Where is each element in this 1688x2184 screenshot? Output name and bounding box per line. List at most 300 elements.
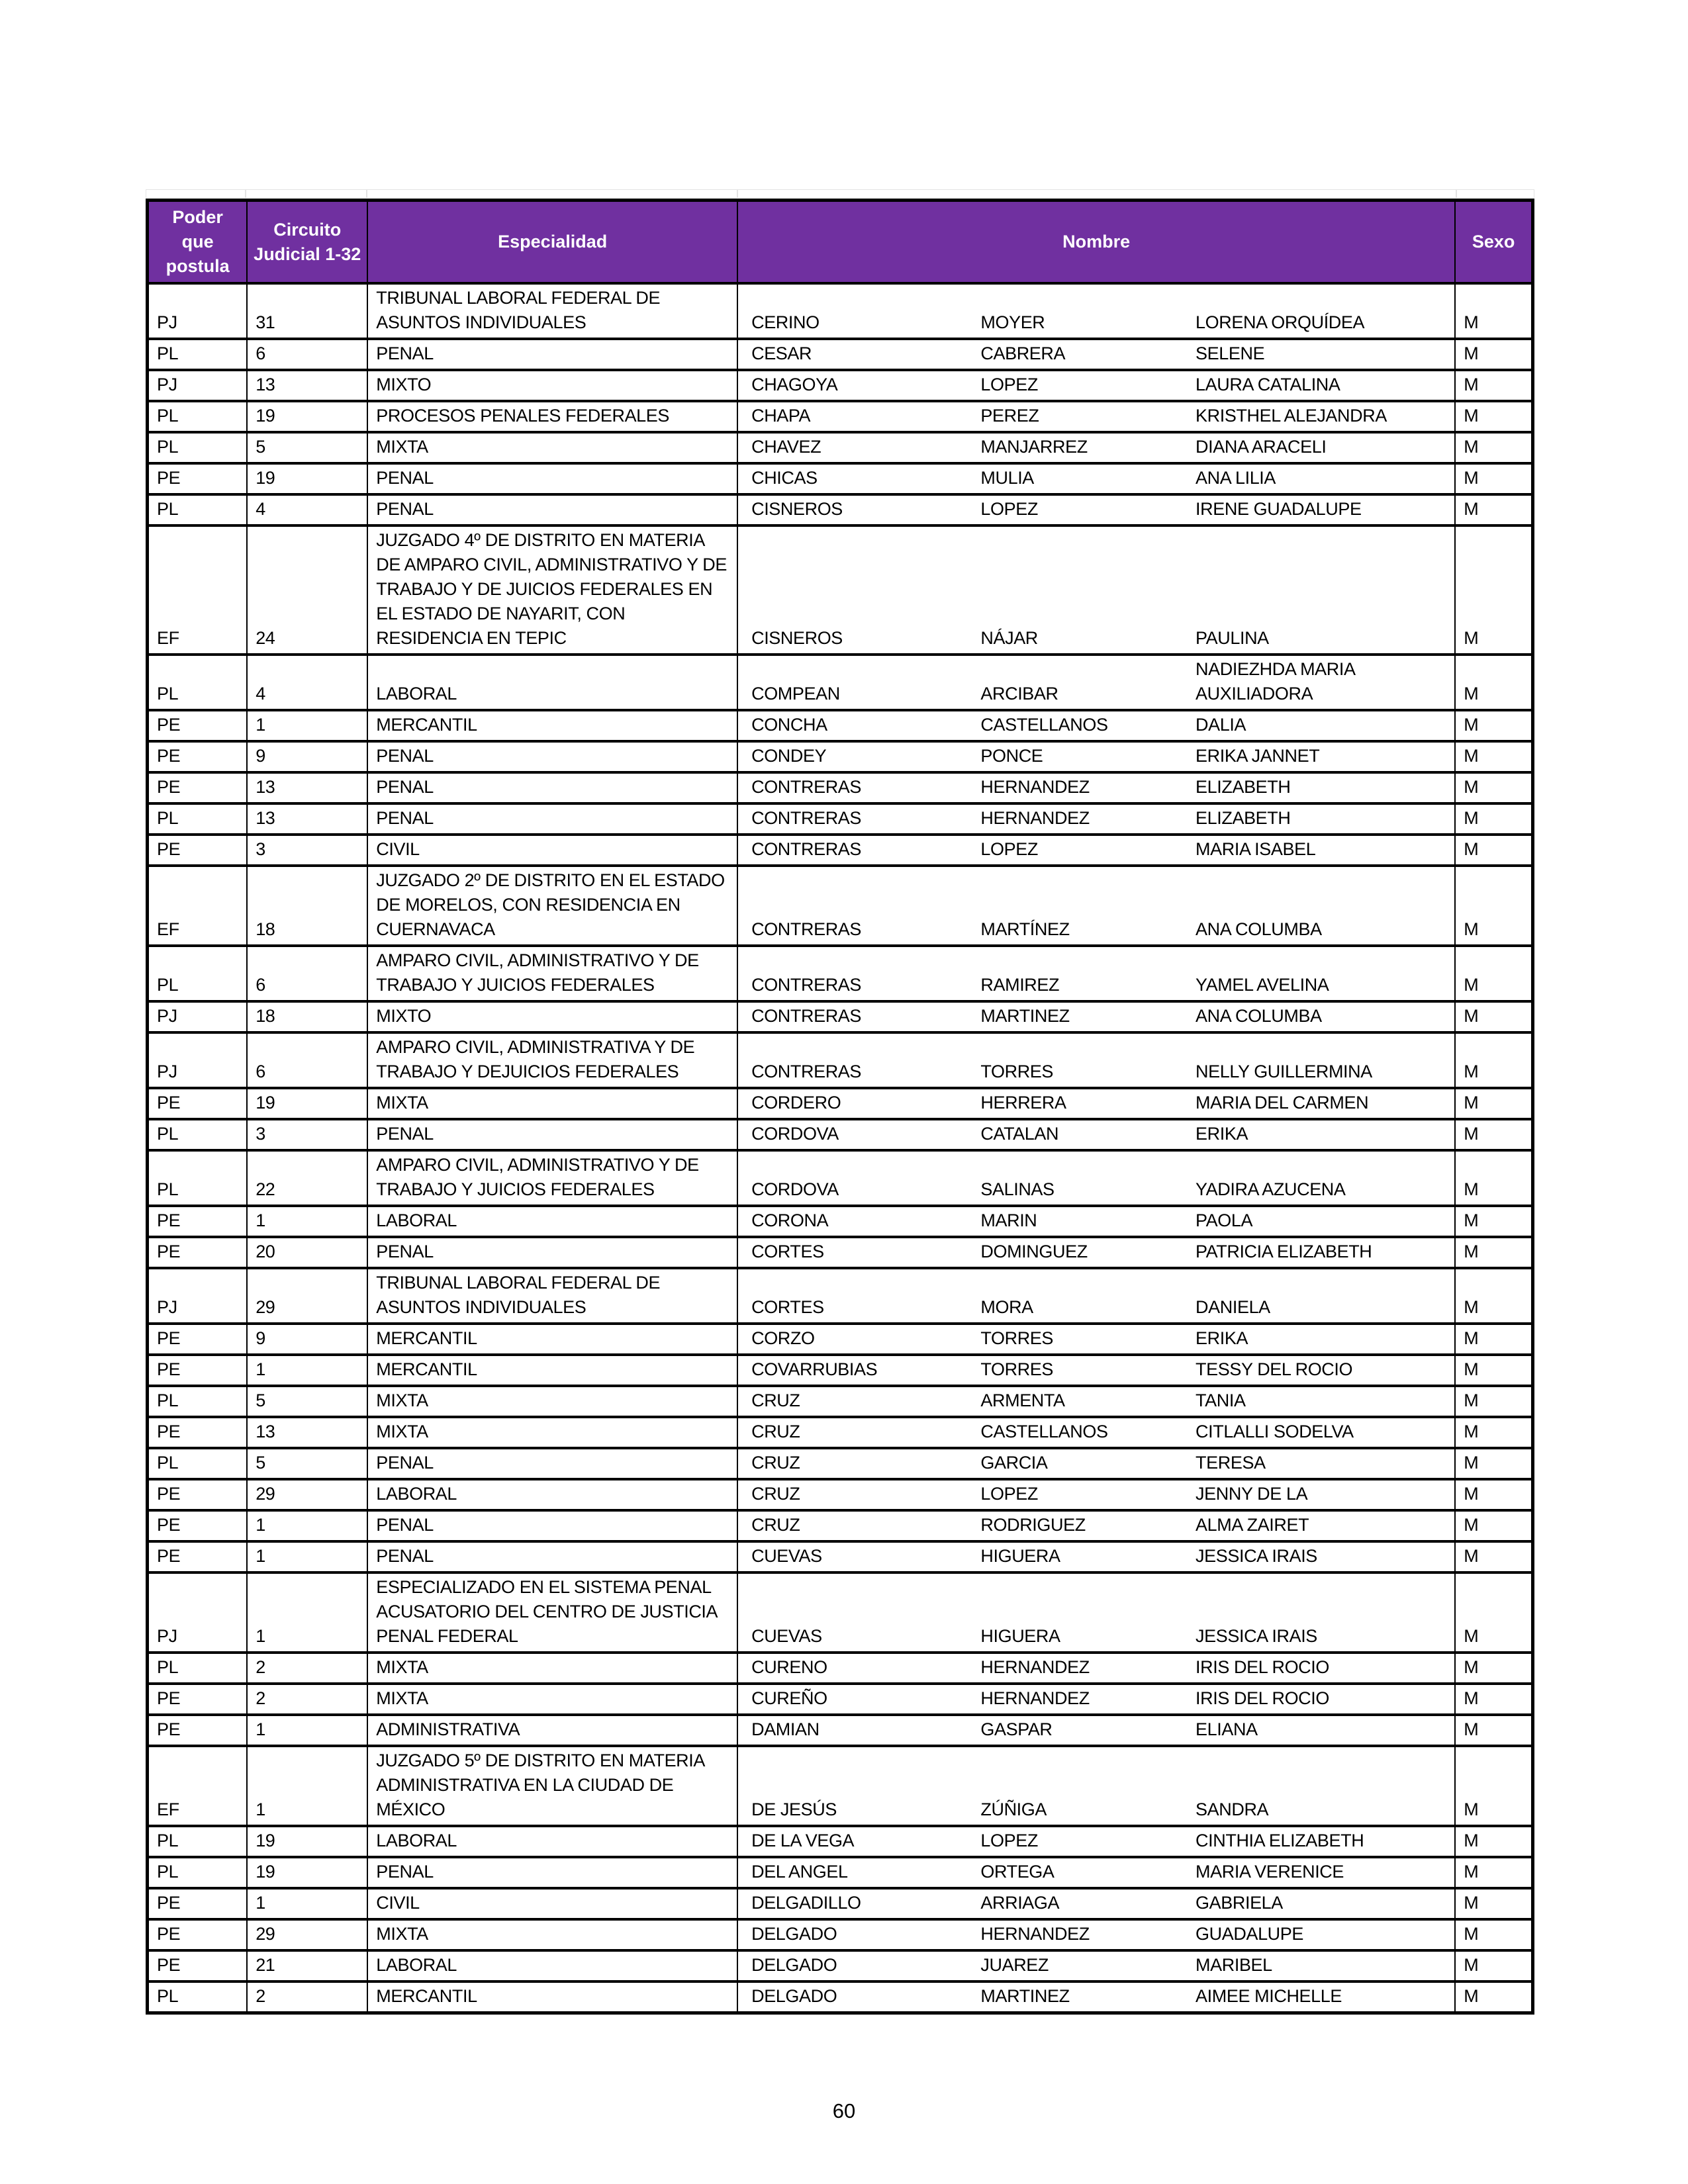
cell-apellido-paterno: DELGADO [751, 1955, 837, 1975]
cell-nombre [737, 1684, 1455, 1715]
cell-poder: PL [148, 1826, 248, 1857]
cell-especialidad: MIXTA [367, 432, 737, 463]
cell-sexo: M [1455, 835, 1532, 866]
cell-nombre-propio: ALMA ZAIRET [1196, 1515, 1309, 1535]
cell-apellido-paterno: DELGADO [751, 1986, 837, 2006]
cell-circuito: 29 [247, 1479, 367, 1510]
col-header-poder: Poder que postula [148, 201, 248, 284]
table-row [148, 772, 1533, 803]
nombre-columns [738, 341, 1454, 366]
cell-nombre [737, 772, 1455, 803]
cell-circuito: 5 [247, 1448, 367, 1479]
cell-apellido-materno: ARRIAGA [980, 1893, 1060, 1913]
artifact-cell [146, 189, 246, 198]
cell-nombre-propio: JESSICA IRAIS [1196, 1626, 1317, 1646]
cell-nombre [737, 1826, 1455, 1857]
cell-especialidad: PENAL [367, 463, 737, 494]
cell-circuito: 5 [247, 1386, 367, 1417]
cell-poder: PL [148, 1386, 248, 1417]
cell-apellido-materno: LOPEZ [980, 1831, 1038, 1850]
cell-circuito: 13 [247, 803, 367, 835]
cell-nombre-propio: MARIA DEL CARMEN [1196, 1093, 1369, 1113]
nombre-columns [738, 1295, 1454, 1320]
cell-apellido-paterno: CRUZ [751, 1453, 800, 1473]
nombre-columns [738, 1091, 1454, 1115]
nombre-columns [738, 775, 1454, 799]
table-row [148, 370, 1533, 401]
cell-apellido-paterno: CONTRERAS [751, 1062, 862, 1081]
cell-especialidad: MERCANTIL [367, 1324, 737, 1355]
cell-nombre [737, 1572, 1455, 1653]
cell-apellido-materno: HERNANDEZ [980, 1688, 1090, 1708]
cell-apellido-materno: ZÚÑIGA [980, 1799, 1047, 1819]
table-row [148, 1150, 1533, 1206]
nombre-columns [738, 1004, 1454, 1028]
table-row [148, 835, 1533, 866]
cell-nombre [737, 1479, 1455, 1510]
cell-sexo: M [1455, 283, 1532, 339]
cell-nombre-propio: YADIRA AZUCENA [1196, 1179, 1346, 1199]
cell-especialidad: TRIBUNAL LABORAL FEDERAL DE ASUNTOS INDIVIDUALES [367, 1268, 737, 1324]
cell-poder: PL [148, 494, 248, 525]
nombre-columns [738, 310, 1454, 335]
cell-nombre-propio: MARIBEL [1196, 1955, 1272, 1975]
cell-sexo: M [1455, 339, 1532, 370]
nombre-columns [738, 1953, 1454, 1978]
cell-apellido-materno: HERRERA [980, 1093, 1066, 1113]
cell-apellido-materno: RAMIREZ [980, 975, 1060, 995]
cell-especialidad: AMPARO CIVIL, ADMINISTRATIVO Y DE TRABAJO Y JUICIOS FEDERALES [367, 946, 737, 1001]
table-row [148, 741, 1533, 772]
cell-apellido-materno: MARTINEZ [980, 1986, 1070, 2006]
cell-sexo: M [1455, 401, 1532, 432]
cell-poder: PJ [148, 1268, 248, 1324]
cell-nombre-propio: ANA COLUMBA [1196, 1006, 1322, 1026]
cell-nombre [737, 1386, 1455, 1417]
cell-nombre-propio: YAMEL AVELINA [1196, 975, 1329, 995]
cell-nombre [737, 1746, 1455, 1826]
nombre-columns [738, 806, 1454, 831]
cell-especialidad: PENAL [367, 1541, 737, 1572]
cell-nombre [737, 463, 1455, 494]
cell-circuito: 6 [247, 946, 367, 1001]
cell-apellido-materno: HERNANDEZ [980, 1924, 1090, 1944]
cell-poder: PJ [148, 1001, 248, 1032]
cell-nombre-propio: ELIZABETH [1196, 777, 1291, 797]
cell-especialidad: MIXTA [367, 1386, 737, 1417]
cell-sexo: M [1455, 1355, 1532, 1386]
nombre-columns [738, 404, 1454, 428]
cell-nombre [737, 1150, 1455, 1206]
cell-nombre [737, 655, 1455, 710]
cell-apellido-paterno: COMPEAN [751, 684, 840, 704]
cell-circuito: 21 [247, 1950, 367, 1981]
cell-nombre-propio: GUADALUPE [1196, 1924, 1303, 1944]
cell-apellido-materno: MORA [980, 1297, 1033, 1317]
nombre-columns [738, 657, 1454, 706]
col-header-nombre: Nombre [737, 201, 1455, 284]
cell-sexo: M [1455, 1981, 1532, 2013]
cell-especialidad: ESPECIALIZADO EN EL SISTEMA PENAL ACUSATORIO DEL CENTRO DE JUSTICIA PENAL FEDERAL [367, 1572, 737, 1653]
cell-apellido-paterno: CISNEROS [751, 628, 843, 648]
cell-circuito: 19 [247, 1857, 367, 1888]
cell-nombre [737, 1206, 1455, 1237]
cell-nombre-propio: SELENE [1196, 343, 1265, 363]
cell-nombre [737, 1888, 1455, 1919]
cell-nombre [737, 1268, 1455, 1324]
cell-apellido-paterno: DE JESÚS [751, 1799, 837, 1819]
cell-apellido-materno: MARIN [980, 1210, 1037, 1230]
cell-nombre-propio: GABRIELA [1196, 1893, 1283, 1913]
cell-nombre-propio: LAURA CATALINA [1196, 375, 1340, 394]
cell-especialidad: TRIBUNAL LABORAL FEDERAL DE ASUNTOS INDIVIDUALES [367, 283, 737, 339]
cell-poder: PE [148, 1684, 248, 1715]
nombre-columns [738, 1655, 1454, 1680]
cell-nombre-propio: CINTHIA ELIZABETH [1196, 1831, 1364, 1850]
cell-especialidad: LABORAL [367, 1206, 737, 1237]
cell-poder: PL [148, 432, 248, 463]
cell-apellido-paterno: CESAR [751, 343, 812, 363]
table-row [148, 494, 1533, 525]
nombre-columns [738, 1984, 1454, 2009]
cell-poder: PJ [148, 370, 248, 401]
cell-nombre [737, 401, 1455, 432]
nombre-columns [738, 1860, 1454, 1884]
cell-nombre-propio: ANA LILIA [1196, 468, 1276, 488]
cell-poder: EF [148, 1746, 248, 1826]
cell-poder: PL [148, 1653, 248, 1684]
table-row [148, 946, 1533, 1001]
nombre-columns [738, 1060, 1454, 1084]
cell-especialidad: PENAL [367, 1510, 737, 1541]
cell-sexo: M [1455, 1448, 1532, 1479]
cell-circuito: 2 [247, 1653, 367, 1684]
cell-apellido-paterno: CONTRERAS [751, 1006, 862, 1026]
cell-especialidad: JUZGADO 2º DE DISTRITO EN EL ESTADO DE MORELOS, CON RESIDENCIA EN CUERNAVACA [367, 866, 737, 946]
cell-apellido-materno: SALINAS [980, 1179, 1055, 1199]
cell-apellido-materno: JUAREZ [980, 1955, 1049, 1975]
cell-apellido-paterno: CHAGOYA [751, 375, 838, 394]
cell-apellido-materno: LOPEZ [980, 1484, 1038, 1504]
cell-sexo: M [1455, 1572, 1532, 1653]
table-row [148, 1684, 1533, 1715]
cell-nombre-propio: NADIEZHDA MARIA AUXILIADORA [1196, 659, 1355, 704]
cell-apellido-materno: MARTÍNEZ [980, 919, 1070, 939]
artifact-cell [1456, 189, 1534, 198]
cell-especialidad: LABORAL [367, 1479, 737, 1510]
cell-apellido-paterno: CRUZ [751, 1515, 800, 1535]
col-header-especialidad: Especialidad [367, 201, 737, 284]
cell-apellido-paterno: CORTES [751, 1297, 824, 1317]
cell-nombre [737, 1510, 1455, 1541]
cell-apellido-paterno: COVARRUBIAS [751, 1359, 878, 1379]
cell-sexo: M [1455, 1888, 1532, 1919]
table-row [148, 1324, 1533, 1355]
cell-poder: PL [148, 1857, 248, 1888]
nombre-columns [738, 837, 1454, 862]
cell-nombre [737, 1448, 1455, 1479]
cell-nombre [737, 710, 1455, 741]
table-row [148, 401, 1533, 432]
cell-apellido-paterno: CONTRERAS [751, 839, 862, 859]
cell-especialidad: CIVIL [367, 835, 737, 866]
cell-nombre [737, 494, 1455, 525]
cell-apellido-materno: LOPEZ [980, 499, 1038, 519]
cell-apellido-paterno: CISNEROS [751, 499, 843, 519]
cell-apellido-paterno: CUEVAS [751, 1546, 822, 1566]
cell-apellido-paterno: CRUZ [751, 1390, 800, 1410]
table-row [148, 1541, 1533, 1572]
nombre-columns [738, 435, 1454, 459]
cell-nombre [737, 741, 1455, 772]
nombre-columns [738, 1122, 1454, 1146]
cell-poder: PE [148, 1541, 248, 1572]
cell-apellido-paterno: CONTRERAS [751, 808, 862, 828]
table-row [148, 1746, 1533, 1826]
cell-apellido-paterno: DELGADILLO [751, 1893, 861, 1913]
cell-poder: PL [148, 655, 248, 710]
cell-circuito: 3 [247, 835, 367, 866]
cell-nombre [737, 525, 1455, 655]
cell-poder: PE [148, 1355, 248, 1386]
cell-sexo: M [1455, 432, 1532, 463]
cell-nombre [737, 1119, 1455, 1150]
cell-poder: PL [148, 339, 248, 370]
cell-especialidad: JUZGADO 5º DE DISTRITO EN MATERIA ADMINISTRATIVA EN LA CIUDAD DE MÉXICO [367, 1746, 737, 1826]
cell-nombre-propio: IRIS DEL ROCIO [1196, 1688, 1329, 1708]
nombre-columns [738, 1513, 1454, 1537]
cell-nombre-propio: PAOLA [1196, 1210, 1253, 1230]
table-row [148, 1417, 1533, 1448]
cell-nombre-propio: ERIKA JANNET [1196, 746, 1320, 766]
table-row [148, 1119, 1533, 1150]
cell-circuito: 22 [247, 1150, 367, 1206]
cell-apellido-materno: MANJARREZ [980, 437, 1088, 457]
cell-poder: PE [148, 1888, 248, 1919]
artifact-cell [246, 189, 367, 198]
cell-nombre-propio: NELLY GUILLERMINA [1196, 1062, 1372, 1081]
cell-apellido-paterno: CORTES [751, 1242, 824, 1261]
table-body [148, 283, 1533, 2013]
cell-especialidad: MIXTA [367, 1417, 737, 1448]
cell-sexo: M [1455, 525, 1532, 655]
cell-sexo: M [1455, 1417, 1532, 1448]
cell-sexo: M [1455, 866, 1532, 946]
cell-apellido-materno: CABRERA [980, 343, 1066, 363]
table-row [148, 463, 1533, 494]
cell-nombre-propio: CITLALLI SODELVA [1196, 1422, 1354, 1441]
table-row [148, 1355, 1533, 1386]
table-row [148, 1715, 1533, 1746]
artifact-cell [737, 189, 1457, 198]
cell-apellido-materno: HERNANDEZ [980, 808, 1090, 828]
table-row [148, 283, 1533, 339]
table-row [148, 710, 1533, 741]
cell-nombre-propio: TANIA [1196, 1390, 1246, 1410]
cell-apellido-materno: ORTEGA [980, 1862, 1055, 1882]
cell-especialidad: AMPARO CIVIL, ADMINISTRATIVA Y DE TRABAJO Y DEJUICIOS FEDERALES [367, 1032, 737, 1088]
cell-especialidad: CIVIL [367, 1888, 737, 1919]
table-row [148, 655, 1533, 710]
cell-apellido-paterno: CERINO [751, 312, 820, 332]
cell-apellido-paterno: CORDOVA [751, 1124, 839, 1144]
cell-sexo: M [1455, 1119, 1532, 1150]
cell-apellido-paterno: CORZO [751, 1328, 815, 1348]
nombre-columns [738, 1717, 1454, 1742]
cell-nombre-propio: IRIS DEL ROCIO [1196, 1657, 1329, 1677]
nombre-columns [738, 1922, 1454, 1946]
cell-nombre [737, 1653, 1455, 1684]
cell-apellido-paterno: CONCHA [751, 715, 827, 735]
cell-circuito: 18 [247, 866, 367, 946]
cell-apellido-paterno: CONTRERAS [751, 919, 862, 939]
table-row [148, 1857, 1533, 1888]
cell-especialidad: PENAL [367, 1237, 737, 1268]
cell-nombre [737, 370, 1455, 401]
table-row [148, 1479, 1533, 1510]
table-row [148, 1386, 1533, 1417]
cell-circuito: 29 [247, 1268, 367, 1324]
table-row [148, 1653, 1533, 1684]
cell-sexo: M [1455, 1510, 1532, 1541]
cell-circuito: 2 [247, 1981, 367, 2013]
cell-apellido-paterno: DEL ANGEL [751, 1862, 848, 1882]
cell-sexo: M [1455, 1541, 1532, 1572]
nombre-columns [738, 1388, 1454, 1413]
table-row [148, 339, 1533, 370]
cell-sexo: M [1455, 1919, 1532, 1950]
cell-poder: PE [148, 1479, 248, 1510]
table-top-artifact [146, 189, 1534, 198]
col-header-circuito: Circuito Judicial 1-32 [247, 201, 367, 284]
cell-poder: PE [148, 1417, 248, 1448]
cell-sexo: M [1455, 1684, 1532, 1715]
cell-circuito: 2 [247, 1684, 367, 1715]
cell-nombre-propio: TERESA [1196, 1453, 1266, 1473]
nombre-columns [738, 917, 1454, 942]
nombre-columns [738, 1891, 1454, 1915]
cell-nombre [737, 1324, 1455, 1355]
cell-nombre-propio: DIANA ARACELI [1196, 437, 1327, 457]
cell-apellido-materno: PEREZ [980, 406, 1039, 426]
cell-poder: PE [148, 1510, 248, 1541]
cell-sexo: M [1455, 803, 1532, 835]
cell-nombre [737, 339, 1455, 370]
cell-especialidad: PENAL [367, 1119, 737, 1150]
cell-poder: PE [148, 1919, 248, 1950]
cell-apellido-paterno: CHAVEZ [751, 437, 821, 457]
cell-nombre-propio: ERIKA [1196, 1124, 1248, 1144]
cell-apellido-paterno: CORONA [751, 1210, 829, 1230]
cell-apellido-materno: ARMENTA [980, 1390, 1065, 1410]
cell-apellido-materno: HERNANDEZ [980, 777, 1090, 797]
cell-poder: PL [148, 946, 248, 1001]
nombre-columns [738, 713, 1454, 737]
nombre-columns [738, 1686, 1454, 1711]
cell-nombre-propio: MARIA VERENICE [1196, 1862, 1344, 1882]
cell-poder: EF [148, 525, 248, 655]
cell-apellido-materno: MULIA [980, 468, 1034, 488]
nombre-columns [738, 1326, 1454, 1351]
nombre-columns [738, 1829, 1454, 1853]
cell-nombre-propio: ANA COLUMBA [1196, 919, 1322, 939]
nombre-columns [738, 1544, 1454, 1569]
nombre-columns [738, 1624, 1454, 1649]
cell-poder: PL [148, 1150, 248, 1206]
cell-apellido-materno: TORRES [980, 1359, 1054, 1379]
cell-sexo: M [1455, 710, 1532, 741]
cell-especialidad: LABORAL [367, 655, 737, 710]
cell-sexo: M [1455, 1653, 1532, 1684]
table-row [148, 1950, 1533, 1981]
cell-sexo: M [1455, 741, 1532, 772]
cell-poder: PE [148, 1324, 248, 1355]
table-row [148, 1448, 1533, 1479]
cell-apellido-paterno: DAMIAN [751, 1719, 820, 1739]
cell-nombre [737, 1032, 1455, 1088]
cell-circuito: 19 [247, 401, 367, 432]
cell-poder: PE [148, 1950, 248, 1981]
cell-poder: PE [148, 772, 248, 803]
cell-especialidad: PENAL [367, 741, 737, 772]
table-row [148, 866, 1533, 946]
table-row [148, 1572, 1533, 1653]
cell-especialidad: JUZGADO 4º DE DISTRITO EN MATERIA DE AMPARO CIVIL, ADMINISTRATIVO Y DE TRABAJO Y DE JUICIOS FEDERALES EN EL ESTADO DE NAYARIT, CON RESIDENCIA EN TEPIC [367, 525, 737, 655]
cell-nombre-propio: AIMEE MICHELLE [1196, 1986, 1342, 2006]
cell-especialidad: MIXTO [367, 370, 737, 401]
cell-circuito: 1 [247, 1355, 367, 1386]
cell-circuito: 1 [247, 1888, 367, 1919]
cell-circuito: 19 [247, 463, 367, 494]
nombre-columns [738, 1482, 1454, 1506]
cell-apellido-materno: TORRES [980, 1062, 1054, 1081]
table-row [148, 1888, 1533, 1919]
cell-circuito: 24 [247, 525, 367, 655]
nombre-columns [738, 1451, 1454, 1475]
cell-sexo: M [1455, 655, 1532, 710]
cell-sexo: M [1455, 494, 1532, 525]
cell-nombre [737, 1001, 1455, 1032]
cell-apellido-paterno: CUEVAS [751, 1626, 822, 1646]
table-row [148, 1510, 1533, 1541]
cell-sexo: M [1455, 1032, 1532, 1088]
cell-poder: EF [148, 866, 248, 946]
cell-apellido-paterno: CRUZ [751, 1484, 800, 1504]
table-row [148, 432, 1533, 463]
cell-nombre-propio: JENNY DE LA [1196, 1484, 1308, 1504]
cell-nombre [737, 1237, 1455, 1268]
cell-nombre [737, 1355, 1455, 1386]
cell-sexo: M [1455, 1268, 1532, 1324]
cell-poder: PL [148, 1448, 248, 1479]
cell-circuito: 6 [247, 339, 367, 370]
nombre-columns [738, 497, 1454, 522]
cell-circuito: 4 [247, 494, 367, 525]
cell-nombre-propio: PATRICIA ELIZABETH [1196, 1242, 1372, 1261]
cell-poder: PE [148, 463, 248, 494]
table-row [148, 1919, 1533, 1950]
cell-sexo: M [1455, 1715, 1532, 1746]
nombre-columns [738, 373, 1454, 397]
cell-apellido-materno: LOPEZ [980, 839, 1038, 859]
cell-circuito: 20 [247, 1237, 367, 1268]
nombre-columns [738, 1357, 1454, 1382]
cell-especialidad: LABORAL [367, 1950, 737, 1981]
candidates-table-grid [146, 199, 1534, 2015]
cell-sexo: M [1455, 946, 1532, 1001]
cell-sexo: M [1455, 1950, 1532, 1981]
cell-nombre-propio: DALIA [1196, 715, 1246, 735]
